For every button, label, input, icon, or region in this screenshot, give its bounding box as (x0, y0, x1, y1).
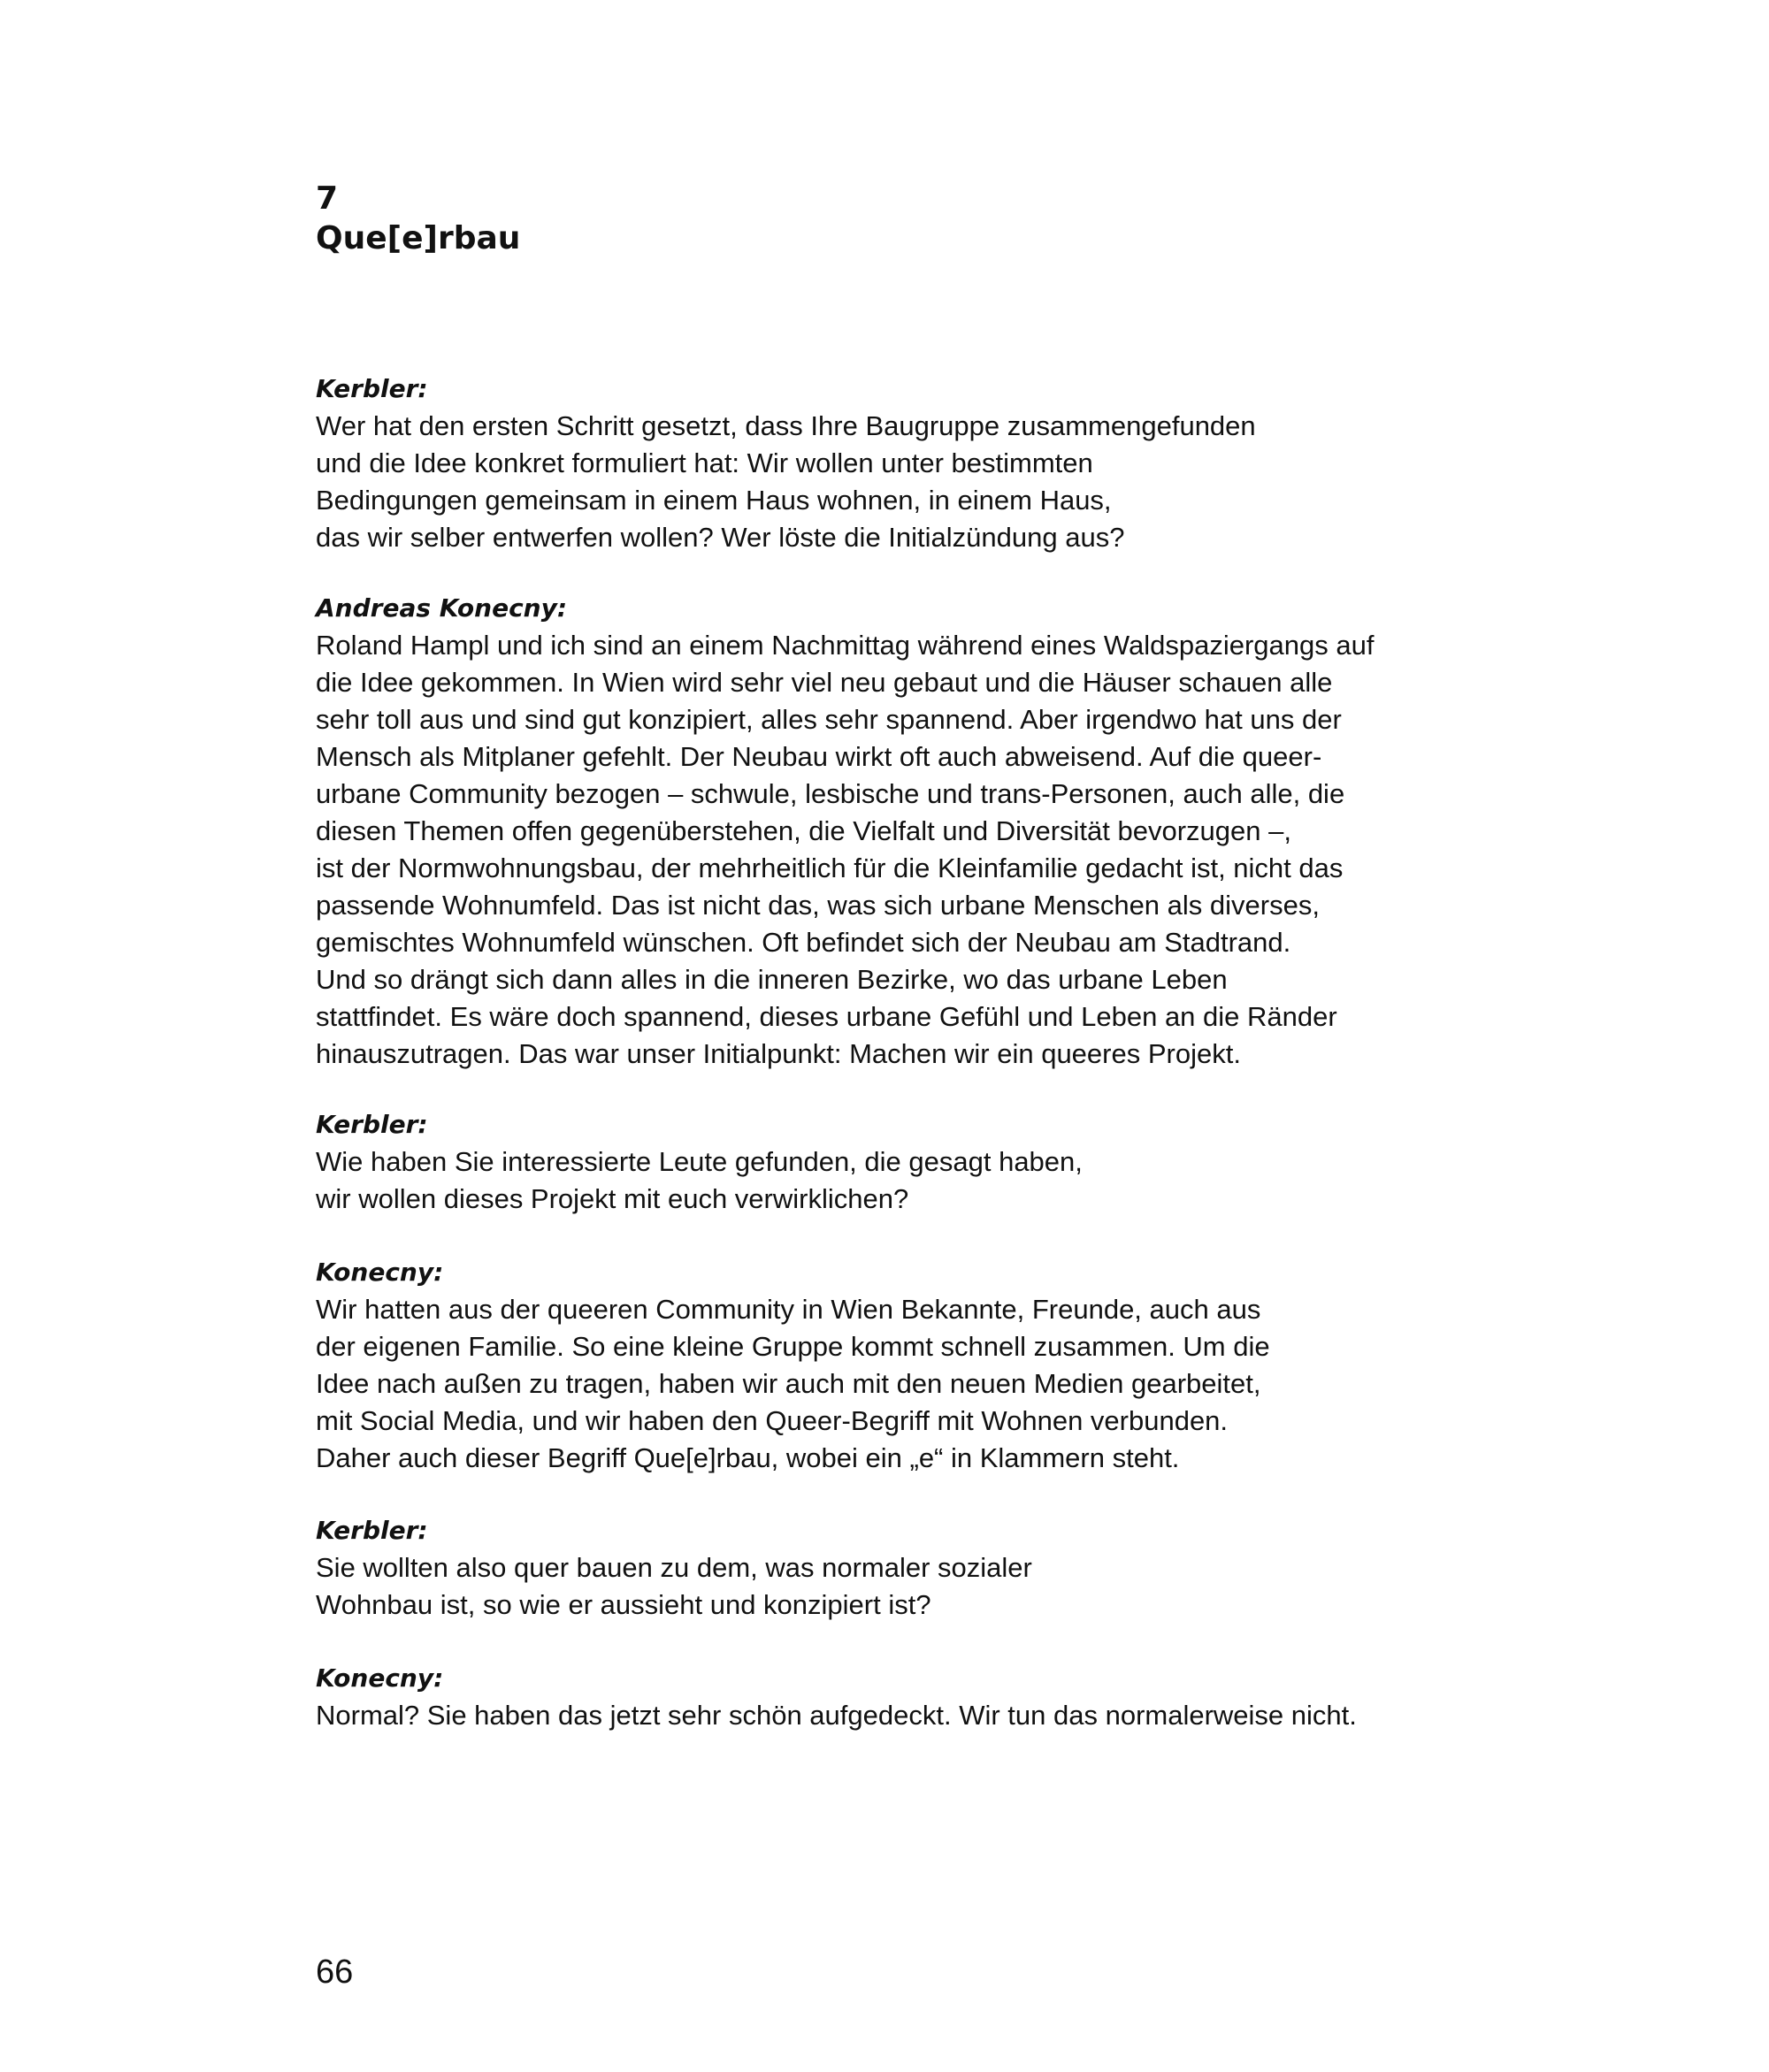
dialogue-line: das wir selber entwerfen wollen? Wer löste die Initialzündung aus? (316, 522, 1125, 553)
dialogue-line: Idee nach außen zu tragen, haben wir auch mit den neuen Medien gearbeitet, (316, 1368, 1261, 1399)
dialogue-line: Roland Hampl und ich sind an einem Nachmittag während eines Waldspaziergangs auf (316, 630, 1375, 661)
speaker-label: Andreas Konecny: (316, 593, 568, 623)
dialogue-line: Wer hat den ersten Schritt gesetzt, dass Ihre Baugruppe zusammengefunden (316, 410, 1256, 441)
dialogue-line: gemischtes Wohnumfeld wünschen. Oft befindet sich der Neubau am Stadtrand. (316, 927, 1291, 958)
dialogue-block (316, 590, 1483, 1073)
dialogue-line: Sie wollten also quer bauen zu dem, was normaler sozialer (316, 1552, 1032, 1583)
dialogue-line: passende Wohnumfeld. Das ist nicht das, was sich urbane Menschen als diverses, (316, 890, 1320, 921)
speaker-label: Konecny: (316, 1663, 444, 1693)
dialogue-line: und die Idee konkret formuliert hat: Wir wollen unter bestimmten (316, 447, 1093, 478)
dialogue-line: der eigenen Familie. So eine kleine Gruppe kommt schnell zusammen. Um die (316, 1331, 1270, 1362)
dialogue-line: Bedingungen gemeinsam in einem Haus wohnen, in einem Haus, (316, 485, 1112, 516)
speaker-label: Kerbler: (316, 1516, 428, 1545)
dialogue-line: Wie haben Sie interessierte Leute gefunden, die gesagt haben, (316, 1146, 1083, 1177)
dialogue-line: ist der Normwohnungsbau, der mehrheitlich für die Kleinfamilie gedacht ist, nicht das (316, 853, 1344, 883)
dialogue-line: Daher auch dieser Begriff Que[e]rbau, wobei ein „e“ in Klammern steht. (316, 1442, 1180, 1473)
dialogue-block (316, 1660, 1483, 1734)
speaker-label: Konecny: (316, 1258, 444, 1287)
dialogue-block (316, 1254, 1483, 1477)
dialogue-line: die Idee gekommen. In Wien wird sehr viel neu gebaut und die Häuser schauen alle (316, 667, 1333, 698)
speaker-label: Kerbler: (316, 1110, 428, 1139)
dialogue-line: diesen Themen offen gegenüberstehen, die Vielfalt und Diversität bevorzugen –, (316, 815, 1291, 846)
dialogue-line: mit Social Media, und wir haben den Queer-Begriff mit Wohnen verbunden. (316, 1405, 1229, 1436)
dialogue-line: wir wollen dieses Projekt mit euch verwirklichen? (316, 1183, 909, 1214)
dialogue-line: urbane Community bezogen – schwule, lesbische und trans-Personen, auch alle, die (316, 778, 1345, 809)
dialogue-line: Wohnbau ist, so wie er aussieht und konzipiert ist? (316, 1589, 931, 1620)
dialogue-line: Und so drängt sich dann alles in die inneren Bezirke, wo das urbane Leben (316, 964, 1228, 995)
dialogue-line: Mensch als Mitplaner gefehlt. Der Neubau wirkt oft auch abweisend. Auf die queer- (316, 741, 1322, 772)
dialogue-block (316, 1106, 1483, 1218)
dialogue-line: Wir hatten aus der queeren Community in Wien Bekannte, Freunde, auch aus (316, 1294, 1261, 1325)
page-number: 66 (316, 1953, 354, 1991)
dialogue-line: stattfindet. Es wäre doch spannend, dieses urbane Gefühl und Leben an die Ränder (316, 1001, 1337, 1032)
dialogue-block (316, 371, 1483, 556)
dialogue-block (316, 1512, 1483, 1624)
speaker-label: Kerbler: (316, 374, 428, 403)
dialogue-line: Normal? Sie haben das jetzt sehr schön aufgedeckt. Wir tun das normalerweise nicht. (316, 1700, 1357, 1731)
chapter-title: Que[e]rbau (316, 220, 521, 256)
dialogue-line: hinauszutragen. Das war unser Initialpunkt: Machen wir ein queeres Projekt. (316, 1038, 1241, 1069)
dialogue-line: sehr toll aus und sind gut konzipiert, alles sehr spannend. Aber irgendwo hat uns der (316, 704, 1342, 735)
chapter-number: 7 (316, 180, 339, 217)
